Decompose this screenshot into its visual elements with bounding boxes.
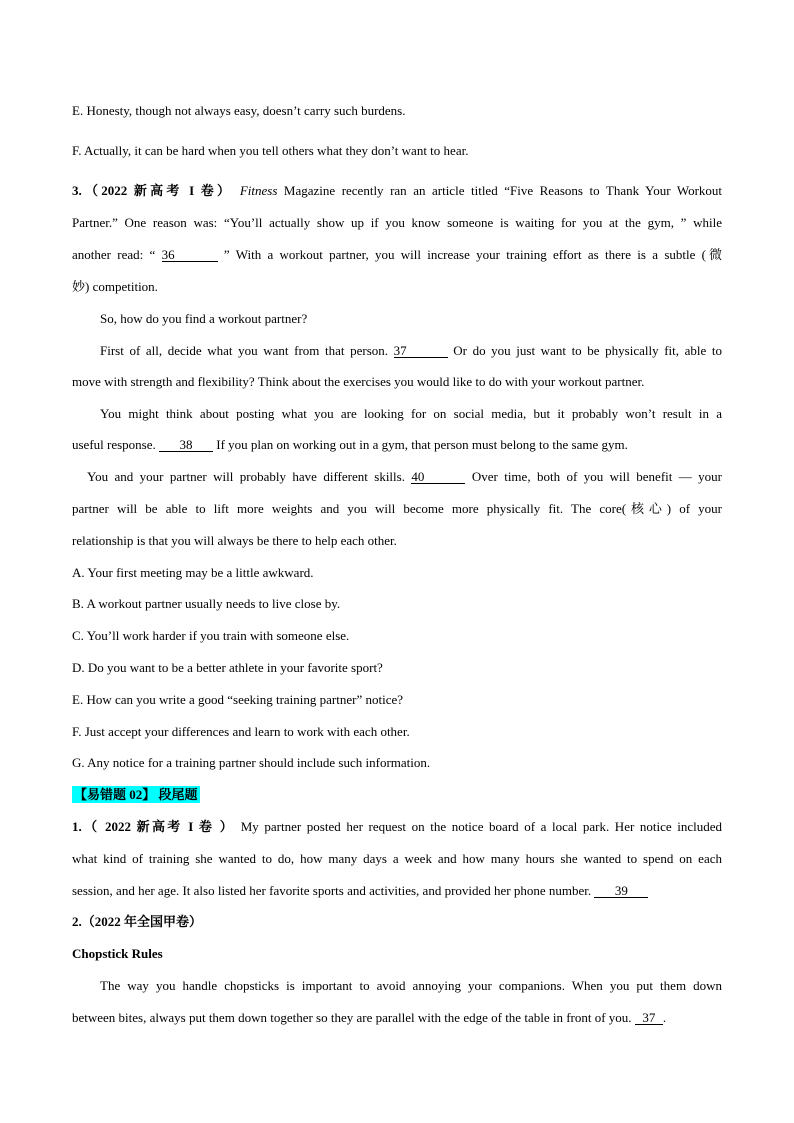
q3-option-a: A. Your first meeting may be a little awkward.: [72, 565, 314, 580]
s2q1-line-3: [72, 883, 722, 899]
s2q1-tag: 1.（ 2022 新高考 I 卷 ）: [72, 819, 236, 834]
s2q2-line-2: between bites, always put them down together so they are parallel with the edge of the table in front of you. 37 .: [72, 1010, 667, 1025]
q3-line-4: 妙) competition.: [72, 279, 158, 294]
q3-line-3-b: ” With a workout partner, you will increase your training effort as there is a subtle (微: [223, 247, 723, 262]
blank-37-second[interactable]: 37: [635, 1011, 663, 1025]
s2q2-line-2-text: between bites, always put them down together so they are parallel with the edge of the table in front of you.: [72, 1010, 632, 1025]
q3-option-b: B. A workout partner usually needs to live close by.: [72, 596, 341, 611]
q3-paragraph-5-line-3: relationship is that you will always be there to help each other.: [72, 533, 397, 548]
q3-option-c: C. You’ll work harder if you train with someone else.: [72, 628, 350, 643]
s2q2-title: Chopstick Rules: [72, 946, 163, 961]
q3-option-e: E. How can you write a good “seeking training partner” notice?: [72, 692, 404, 707]
q3-line-1-text: Magazine recently ran an article titled “Five Reasons to Thank Your Workout: [277, 183, 723, 198]
s2q1-line-3-text: session, and her age. It also listed her favorite sports and activities, and provided her phone number.: [72, 883, 592, 898]
option-f-prev: F. Actually, it can be hard when you tell others what they don’t want to hear.: [72, 143, 469, 158]
q3-p3-b: Or do you just want to be physically fit, able to: [453, 343, 722, 358]
q3-line-3: [72, 247, 722, 263]
q3-paragraph-3-line-2: move with strength and flexibility? Think about the exercises you would like to do with your workout partner.: [72, 374, 645, 389]
s2q1-line-1-text: My partner posted her request on the notice board of a local park. Her notice included: [240, 819, 723, 834]
q3-paragraph-4-line-1: You might think about posting what you are looking for on social media, but it probably won’t result in a: [100, 406, 722, 421]
blank-37[interactable]: 37: [394, 344, 448, 358]
q3-line-3-a: another read: “: [72, 247, 156, 262]
s2q1-line-1: [72, 819, 722, 835]
q3-paragraph-3-line-1: [100, 343, 722, 359]
q3-p5-a: You and your partner will probably have different skills.: [87, 469, 405, 484]
q3-p4-c: If you plan on working out in a gym, that person must belong to the same gym.: [216, 437, 628, 452]
blank-39[interactable]: 39: [594, 884, 648, 898]
q3-p3-a: First of all, decide what you want from that person.: [100, 343, 389, 358]
option-e-prev: E. Honesty, though not always easy, doesn’t carry such burdens.: [72, 103, 406, 118]
q3-line-2: Partner.” One reason was: “You’ll actually show up if you know someone is waiting for you at the gym, ” while: [72, 215, 722, 230]
q3-line-1: [72, 183, 722, 199]
q3-p4-b: useful response.: [72, 437, 156, 452]
q3-option-g: G. Any notice for a training partner should include such information.: [72, 755, 431, 770]
q3-magazine-italic: Fitness: [239, 183, 278, 198]
q3-tag: 3.（2022 新高考 I 卷）: [72, 183, 234, 198]
s2q2-tag: 2.（2022 年全国甲卷）: [72, 914, 203, 929]
section-heading-highlight: 【易错题 02】 段尾题: [74, 787, 198, 802]
s2q2-line-1: The way you handle chopsticks is important to avoid annoying your companions. When you put them down: [100, 978, 722, 993]
q3-paragraph-2: So, how do you find a workout partner?: [100, 311, 308, 326]
q3-p5-b: Over time, both of you will benefit — your: [471, 469, 723, 484]
q3-paragraph-4-line-2: [72, 437, 722, 453]
s2q1-line-2: what kind of training she wanted to do, how many days a week and how many hours she wanted to spend on each: [72, 851, 722, 866]
blank-40[interactable]: 40: [411, 470, 465, 484]
section-heading: [72, 787, 722, 803]
q3-option-f: F. Just accept your differences and learn to work with each other.: [72, 724, 410, 739]
blank-38[interactable]: 38: [159, 438, 213, 452]
q3-option-d: D. Do you want to be a better athlete in your favorite sport?: [72, 660, 383, 675]
q3-paragraph-5-line-1: [87, 469, 722, 485]
q3-paragraph-5-line-2: partner will be able to lift more weights and you will become more physically fit. The core(核心) of your: [72, 501, 722, 516]
blank-36[interactable]: 36: [162, 248, 218, 262]
